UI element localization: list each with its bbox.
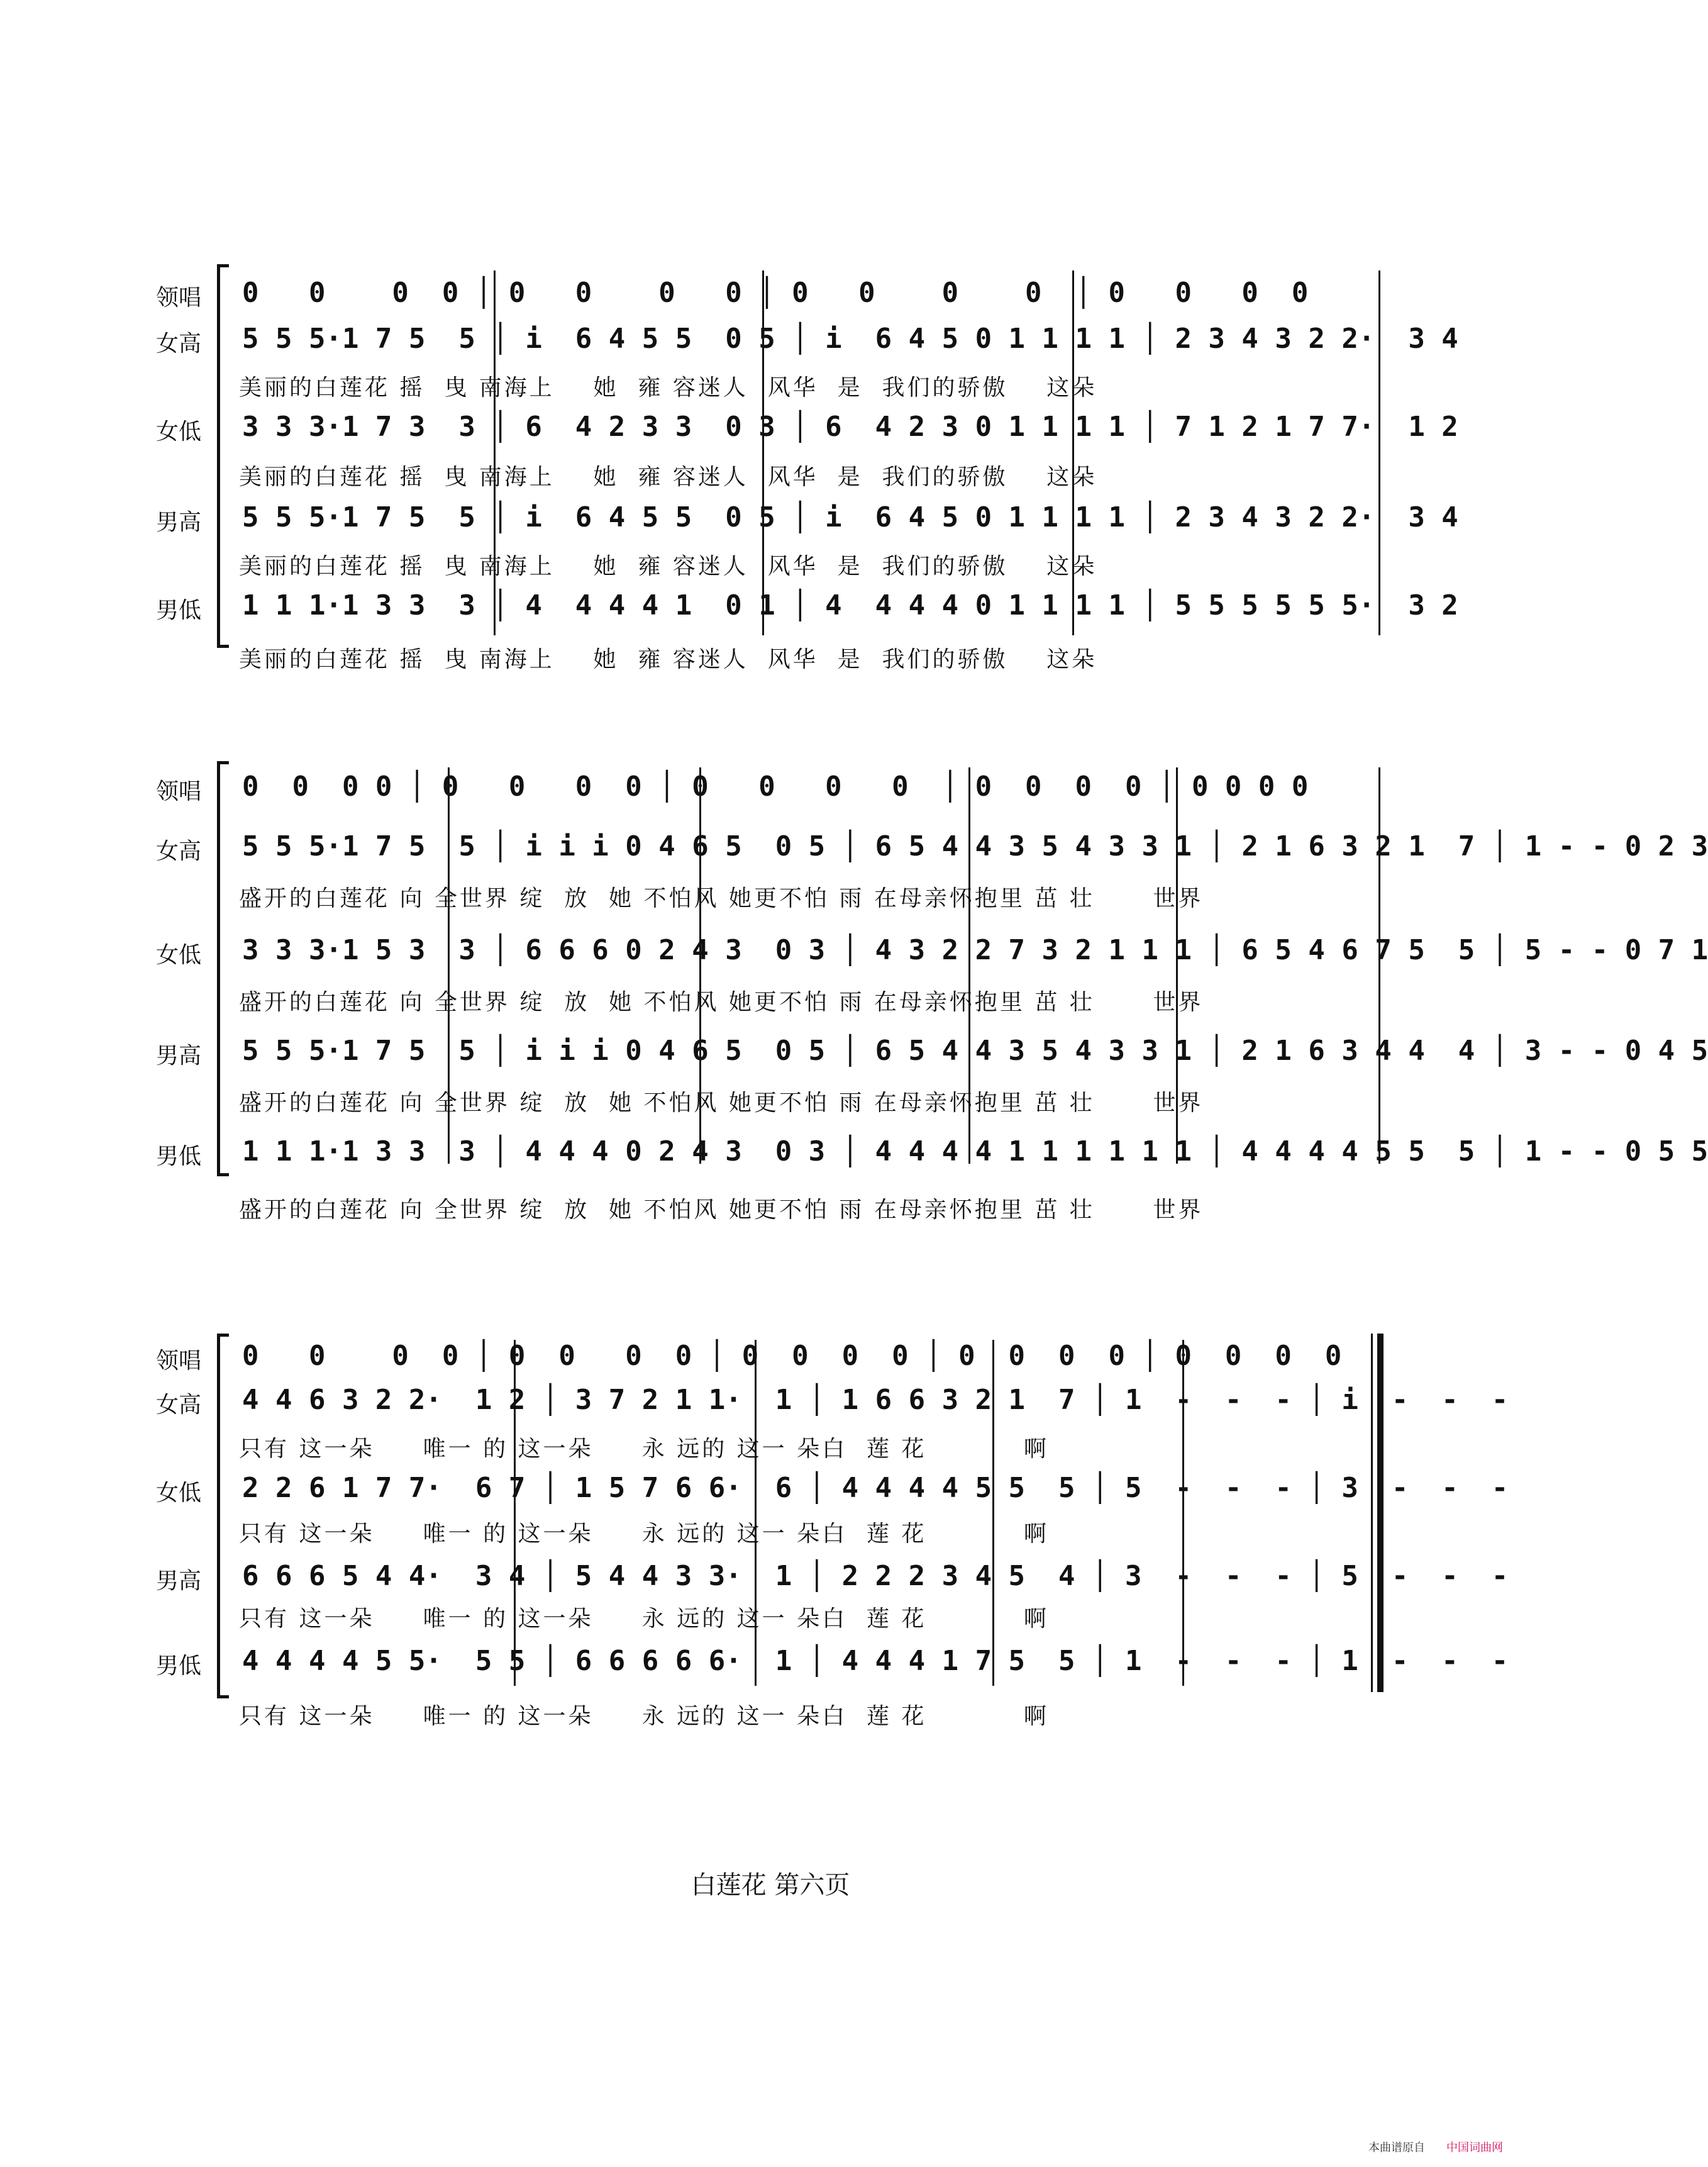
voice-label: 女低 <box>156 942 202 968</box>
voice-lyrics: 美丽的白莲花 摇 曳 南海上 她 雍 容迷人 风华 是 我们的骄傲 这朵 <box>239 464 1097 490</box>
voice-notes: 6 6 6 5 4 4· 3 4 │ 5 4 4 3 3· 1 │ 2 2 2 3 4 5 4 │ 3 - - - │ 5 - - - <box>242 1560 1509 1592</box>
system-bracket <box>217 1334 229 1698</box>
system-bracket <box>217 264 229 648</box>
voice-lyrics: 美丽的白莲花 摇 曳 南海上 她 雍 容迷人 风华 是 我们的骄傲 这朵 <box>239 647 1097 672</box>
voice-lyrics: 美丽的白莲花 摇 曳 南海上 她 雍 容迷人 风华 是 我们的骄傲 这朵 <box>239 375 1097 401</box>
voice-lyrics: 只有 这一朵 唯一 的 这一朵 永 远的 这一 朵白 莲 花 啊 <box>239 1521 1049 1547</box>
voice-lyrics: 美丽的白莲花 摇 曳 南海上 她 雍 容迷人 风华 是 我们的骄傲 这朵 <box>239 554 1097 579</box>
voice-notes: 0 0 0 0 │ 0 0 0 0 │ 0 0 0 0 │ 0 0 0 0 <box>242 277 1309 309</box>
voice-notes: 5 5 5·1 7 5 5 │ i 6 4 5 5 0 5 │ i 6 4 5 0 1 1 1 1 │ 2 3 4 3 2 2· 3 4 <box>242 323 1458 355</box>
voice-label: 领唱 <box>156 285 202 311</box>
voice-notes: 1 1 1·1 3 3 3 │ 4 4 4 4 1 0 1 │ 4 4 4 4 0 1 1 1 1 │ 5 5 5 5 5 5· 3 2 <box>242 589 1458 621</box>
voice-label: 领唱 <box>156 1348 202 1374</box>
voice-label: 男高 <box>156 1568 202 1594</box>
voice-label: 女高 <box>156 331 202 357</box>
voice-lyrics: 只有 这一朵 唯一 的 这一朵 永 远的 这一 朵白 莲 花 啊 <box>239 1606 1049 1632</box>
system-bracket <box>217 761 229 1176</box>
voice-label: 女高 <box>156 1392 202 1418</box>
voice-label: 男低 <box>156 1144 202 1169</box>
source-watermark: 本曲谱原自 <box>1368 2141 1425 2154</box>
voice-notes: 5 5 5·1 7 5 5 │ i i i 0 4 6 5 0 5 │ 6 5 4 4 3 5 4 3 3 1 │ 2 1 6 3 2 1 7 │ 1 - - 0 2 3 <box>242 830 1708 862</box>
voice-notes: 1 1 1·1 3 3 3 │ 4 4 4 0 2 4 3 0 3 │ 4 4 4 4 1 1 1 1 1 1 │ 4 4 4 4 5 5 5 │ 1 - - 0 5 5 <box>242 1135 1708 1167</box>
voice-label: 男高 <box>156 1043 202 1069</box>
voice-lyrics: 盛开的白莲花 向 全世界 绽 放 她 不怕风 她更不怕 雨 在母亲怀抱里 茁 壮 世界 <box>239 1090 1204 1116</box>
voice-label: 女高 <box>156 838 202 864</box>
voice-notes: 2 2 6 1 7 7· 6 7 │ 1 5 7 6 6· 6 │ 4 4 4 4 5 5 5 │ 5 - - - │ 3 - - - <box>242 1472 1509 1504</box>
voice-lyrics: 盛开的白莲花 向 全世界 绽 放 她 不怕风 她更不怕 雨 在母亲怀抱里 茁 壮 世界 <box>239 1197 1204 1223</box>
voice-lyrics: 盛开的白莲花 向 全世界 绽 放 她 不怕风 她更不怕 雨 在母亲怀抱里 茁 壮 世界 <box>239 989 1204 1015</box>
voice-notes: 3 3 3·1 5 3 3 │ 6 6 6 0 2 4 3 0 3 │ 4 3 2 2 7 3 2 1 1 1 │ 6 5 4 6 7 5 5 │ 5 - - 0 7 1 <box>242 934 1708 966</box>
page-footer-title: 白莲花 第六页 <box>690 1871 850 1900</box>
voice-label: 领唱 <box>156 779 202 805</box>
voice-label: 男低 <box>156 598 202 623</box>
voice-lyrics: 只有 这一朵 唯一 的 这一朵 永 远的 这一 朵白 莲 花 啊 <box>239 1703 1049 1729</box>
site-watermark: 中国词曲网 <box>1446 2141 1503 2154</box>
voice-notes: 4 4 6 3 2 2· 1 2 │ 3 7 2 1 1· 1 │ 1 6 6 3 2 1 7 │ 1 - - - │ i - - - <box>242 1384 1509 1416</box>
voice-notes: 0 0 0 0 │ 0 0 0 0 │ 0 0 0 0 │ 0 0 0 0 │ 0 0 0 0 <box>242 771 1309 803</box>
voice-label: 女低 <box>156 419 202 445</box>
voice-label: 男低 <box>156 1653 202 1679</box>
voice-notes: 4 4 4 4 5 5· 5 5 │ 6 6 6 6 6· 1 │ 4 4 4 1 7 5 5 │ 1 - - - │ 1 - - - <box>242 1645 1509 1677</box>
voice-notes: 3 3 3·1 7 3 3 │ 6 4 2 3 3 0 3 │ 6 4 2 3 0 1 1 1 1 │ 7 1 2 1 7 7· 1 2 <box>242 411 1458 443</box>
voice-notes: 5 5 5·1 7 5 5 │ i i i 0 4 6 5 0 5 │ 6 5 4 4 3 5 4 3 3 1 │ 2 1 6 3 4 4 4 │ 3 - - 0 4 5 <box>242 1035 1708 1067</box>
voice-lyrics: 盛开的白莲花 向 全世界 绽 放 她 不怕风 她更不怕 雨 在母亲怀抱里 茁 壮 世界 <box>239 886 1204 911</box>
voice-label: 女低 <box>156 1480 202 1506</box>
voice-notes: 5 5 5·1 7 5 5 │ i 6 4 5 5 0 5 │ i 6 4 5 0 1 1 1 1 │ 2 3 4 3 2 2· 3 4 <box>242 501 1458 533</box>
voice-lyrics: 只有 这一朵 唯一 的 这一朵 永 远的 这一 朵白 莲 花 啊 <box>239 1436 1049 1462</box>
voice-notes: 0 0 0 0 │ 0 0 0 0 │ 0 0 0 0 │ 0 0 0 0 │ 0 0 0 0 <box>242 1340 1342 1372</box>
voice-label: 男高 <box>156 510 202 535</box>
